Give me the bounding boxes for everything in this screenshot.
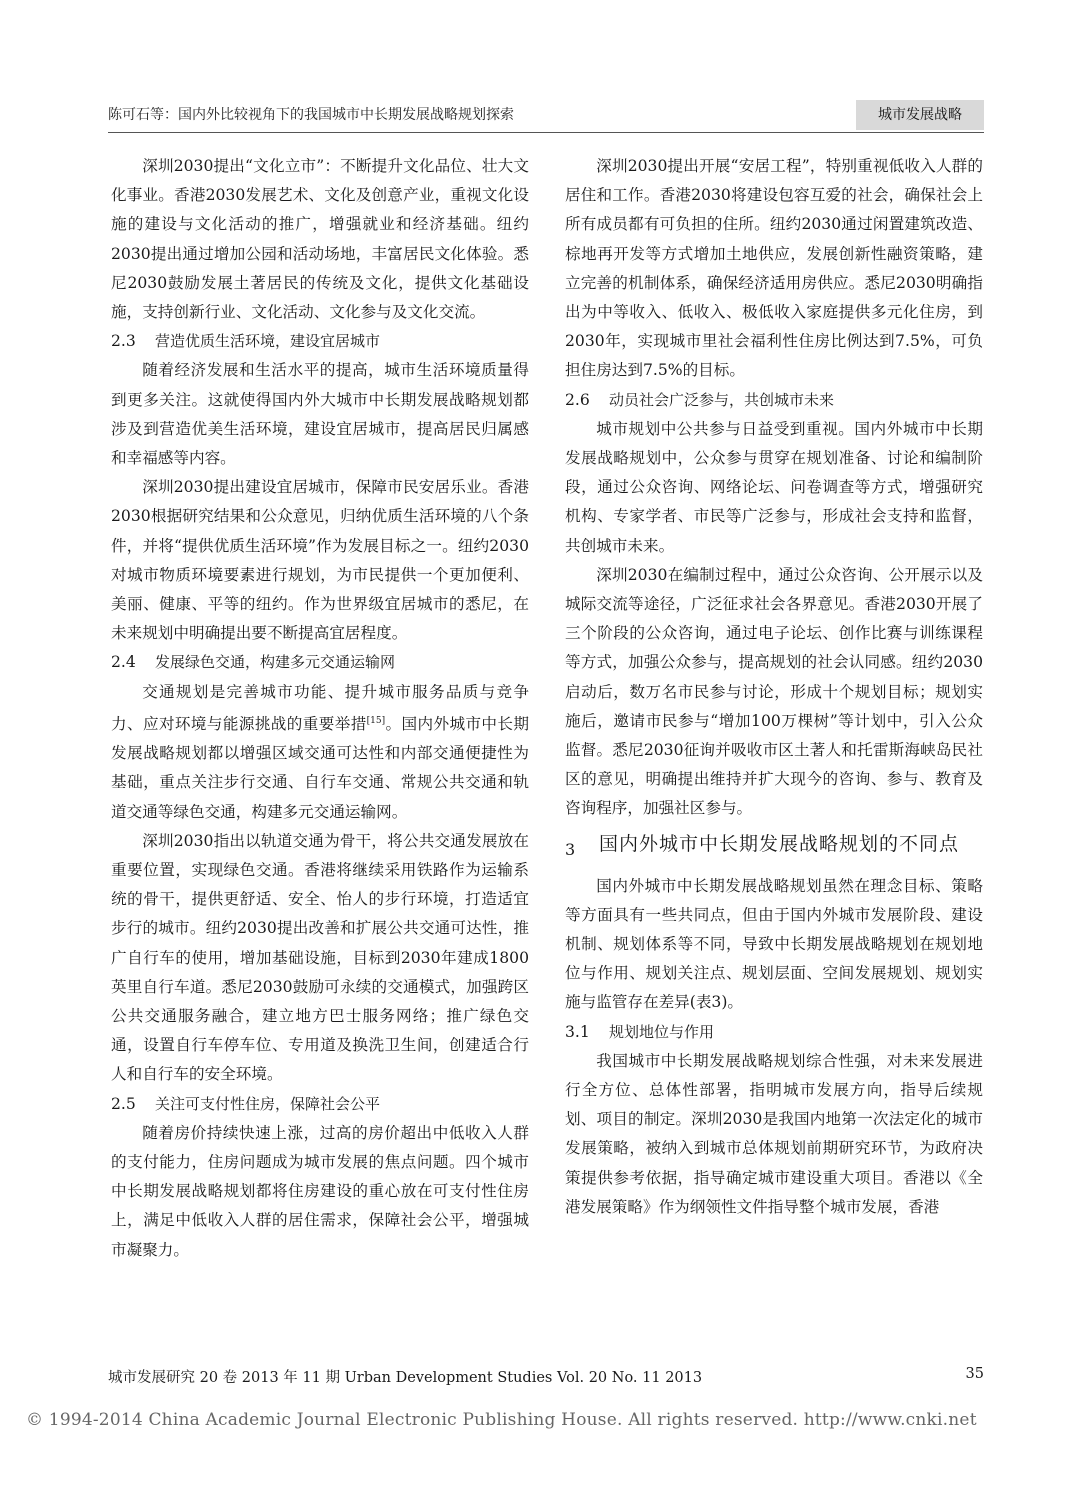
paragraph: 深圳2030提出建设宜居城市，保障市民安居乐业。香港2030根据研究结果和公众意见，归纳优质生活环境的八个条件，并将“提供优质生活环境”作为发展目标之一。纽约2030对城市物质环境要素进行规划，为市民提供一个更加便利、美丽、健康、平等的纽约。作为世界级宜居城市的悉尼，在未来规划中明确提出要不断提高宜居程度。 [111,478,529,643]
paragraph: 深圳2030在编制过程中，通过公众咨询、公开展示以及城际交流等途径，广泛征求社会各界意见。香港2030开展了三个阶段的公众咨询，通过电子论坛、创作比赛与训练课程等方式，加强公众参与，提高规划的社会认同感。纽约2030启动后，数万名市民参与讨论，形成十个规划目标；规划实施后，邀请市民参与“增加100万棵树”等计划中，引入公众监督。悉尼2030征询并吸收市区土著人和托雷斯海峡岛民社区的意见，明确提出维持并扩大现今的咨询、参与、教育及咨询程序，加强社区参与。 [565,565,983,818]
paragraph: 随着房价持续快速上涨，过高的房价超出中低收入人群的支付能力，住房问题成为城市发展的焦点问题。四个城市中长期发展战略规划都将住房建设的重心放在可支付性住房上，满足中低收入人群的居住需求，保障社会公平，增强城市凝聚力。 [111,1123,529,1259]
section-title: 营造优质生活环境，建设宜居城市 [155,332,381,351]
paragraph: 随着经济发展和生活水平的提高，城市生活环境质量得到更多关注。这就使得国内外大城市中长期发展战略规划都涉及到营造优美生活环境，建设宜居城市，提高居民归属感和幸福感等内容。 [111,361,529,468]
paragraph: 城市规划中公共参与日益受到重视。国内外城市中长期发展战略规划中，公众参与贯穿在规划准备、讨论和编制阶段，通过公众咨询、网络论坛、问卷调查等方式，增强研究机构、专家学者、市民等广泛参与，形成社会支持和监督，共创城市未来。 [565,419,983,555]
section-number: 3.1 [565,1022,590,1041]
section-title: 关注可支付性住房，保障社会公平 [155,1094,381,1113]
section-title: 动员社会广泛参与，共创城市未来 [609,390,835,409]
section-number: 2.5 [111,1094,136,1113]
section-heading-3-1 [565,1018,983,1047]
section-title: 规划地位与作用 [609,1022,715,1041]
section-number: 2.4 [111,653,136,672]
paragraph: 深圳2030提出开展“安居工程”，特别重视低收入人群的居住和工作。香港2030将建设包容互爱的社会，确保社会上所有成员都有可负担的住所。纽约2030通过闲置建筑改造、棕地再开发等方式增加土地供应，发展创新性融资策略，建立完善的机制体系，确保经济适用房供应。悉尼2030明确指出为中等收入、低收入、极低收入家庭提供多元化住房，到2030年，实现城市里社会福利性住房比例达到7.5%，可负担住房达到7.5%的目标。 [565,157,983,380]
citation-ref: [15] [366,715,386,726]
chapter-title: 国内外城市中长期发展战略规划的不同点 [599,832,960,855]
section-heading-2-6 [565,386,983,415]
chapter-number: 3 [565,839,576,859]
right-column [565,152,983,1222]
section-number: 2.3 [111,332,136,351]
section-heading-2-3 [111,327,529,356]
paragraph: 深圳2030指出以轨道交通为骨干，将公共交通发展放在重要位置，实现绿色交通。香港将继续采用铁路作为运输系统的骨干，提供更舒适、安全、怡人的步行环境，打造适宜步行的城市。纽约2030提出改善和扩展公共交通可达性，推广自行车的使用，增加基础设施，目标到2030年建成1800英里自行车道。悉尼2030鼓励可永续的交通模式，加强跨区公共交通服务融合，建立地方巴士服务网络；推广绿色交通，设置自行车停车位、专用道及换洗卫生间，创建适合行人和自行车的安全环境。 [111,831,529,1084]
left-column [111,152,529,1265]
paragraph: 深圳2030提出“文化立市”：不断提升文化品位、壮大文化事业。香港2030发展艺术、文化及创意产业，重视文化设施的建设与文化活动的推广，增强就业和经济基础。纽约2030提出通过增加公园和活动场地，丰富居民文化体验。悉尼2030鼓励发展土著居民的传统及文化，提供文化基础设施，支持创新行业、文化活动、文化参与及文化交流。 [111,157,529,322]
section-tag: 城市发展战略 [856,100,984,130]
section-heading-2-4 [111,648,529,677]
paragraph-text: 交通规划是完善城市功能、提升城市服务品质与竞争力、应对环境与能源挑战的重要举措 [111,682,529,734]
section-number: 2.6 [565,390,590,409]
journal-info: 城市发展研究 20 卷 2013 年 11 期 Urban Development Studies Vol. 20 No. 11 2013 [108,1370,703,1386]
running-header [108,100,984,133]
section-heading-2-5 [111,1090,529,1119]
paragraph: 国内外城市中长期发展战略规划虽然在理念目标、策略等方面具有一些共同点，但由于国内外城市发展阶段、建设机制、规划体系等不同，导致中长期发展战略规划在规划地位与作用、规划关注点、规划层面、空间发展规划、规划实施与监管存在差异(表3)。 [565,876,983,1012]
paragraph: 我国城市中长期发展战略规划综合性强，对未来发展进行全方位、总体性部署，指明城市发展方向，指导后续规划、项目的制定。深圳2030是我国内地第一次法定化的城市发展策略，被纳入到城市总体规划前期研究环节，为政府决策提供参考依据，指导确定城市建设重大项目。香港以《全港发展策略》作为纲领性文件指导整个城市发展，香港 [565,1051,983,1216]
page-number: 35 [965,1366,984,1382]
paragraph [111,678,529,827]
section-title: 发展绿色交通，构建多元交通运输网 [155,653,396,672]
chapter-heading-3 [565,828,983,866]
paragraph-text: 。国内外城市中长期发展战略规划都以增强区域交通可达性和内部交通便捷性为基础，重点关注步行交通、自行车交通、常规公共交通和轨道交通等绿色交通，构建多元交通运输网。 [111,715,529,821]
running-title: 陈可石等：国内外比较视角下的我国城市中长期发展战略规划探索 [108,107,514,123]
copyright-notice: © 1994-2014 China Academic Journal Electronic Publishing House. All rights reserved. http://www.cnki.net [26,1410,977,1430]
